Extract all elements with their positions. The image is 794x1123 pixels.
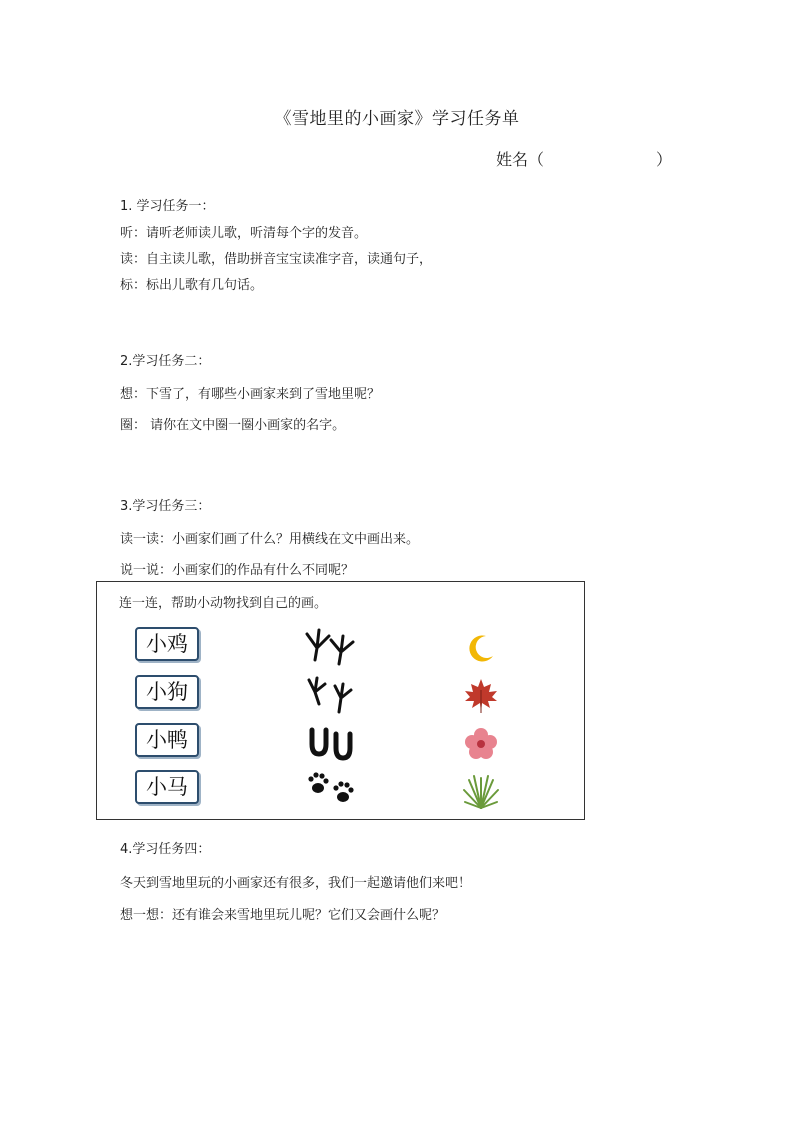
paw-print-icon[interactable] bbox=[303, 768, 359, 808]
maple-leaf-icon[interactable] bbox=[461, 676, 501, 716]
name-label: 姓名（ bbox=[496, 150, 545, 169]
word-card-horse[interactable]: 小马 bbox=[135, 770, 199, 804]
task1-line-mark: 标：标出儿歌有几句话。 bbox=[120, 278, 264, 293]
task3-line-read: 读一读：小画家们画了什么？用横线在文中画出来。 bbox=[120, 532, 420, 547]
plum-blossom-icon[interactable] bbox=[461, 724, 501, 764]
matching-instruction: 连一连，帮助小动物找到自己的画。 bbox=[119, 596, 328, 611]
name-field bbox=[496, 147, 672, 170]
word-card-duck[interactable]: 小鸭 bbox=[135, 723, 199, 757]
word-card-dog[interactable]: 小狗 bbox=[135, 675, 199, 709]
task4-line-think: 想一想：还有谁会来雪地里玩儿呢？它们又会画什么呢？ bbox=[120, 908, 446, 923]
chicken-track-icon[interactable] bbox=[303, 626, 359, 666]
task2-line-circle: 圈： 请你在文中圈一圈小画家的名字。 bbox=[120, 418, 346, 433]
horseshoe-icon[interactable] bbox=[303, 722, 359, 762]
name-close: ） bbox=[656, 150, 673, 169]
task1-heading: 1. 学习任务一： bbox=[120, 199, 215, 214]
task1-line-read: 读：自主读儿歌，借助拼音宝宝读准字音，读通句子， bbox=[120, 252, 433, 267]
task2-heading: 2.学习任务二： bbox=[120, 354, 211, 369]
page-title: 《雪地里的小画家》学习任务单 bbox=[274, 109, 520, 129]
task3-heading: 3.学习任务三： bbox=[120, 499, 211, 514]
task3-line-say: 说一说：小画家们的作品有什么不同呢？ bbox=[120, 563, 355, 578]
task1-line-listen: 听：请听老师读儿歌，听清每个字的发音。 bbox=[120, 226, 368, 241]
task4-line-invite: 冬天到雪地里玩的小画家还有很多，我们一起邀请他们来吧！ bbox=[120, 876, 472, 891]
bamboo-leaf-icon[interactable] bbox=[461, 772, 501, 812]
task2-line-think: 想：下雪了，有哪些小画家来到了雪地里呢？ bbox=[120, 387, 381, 402]
matching-box bbox=[96, 581, 585, 820]
moon-icon[interactable] bbox=[461, 628, 501, 668]
duck-track-icon[interactable] bbox=[303, 674, 359, 714]
word-card-chicken[interactable]: 小鸡 bbox=[135, 627, 199, 661]
task4-heading: 4.学习任务四： bbox=[120, 842, 211, 857]
